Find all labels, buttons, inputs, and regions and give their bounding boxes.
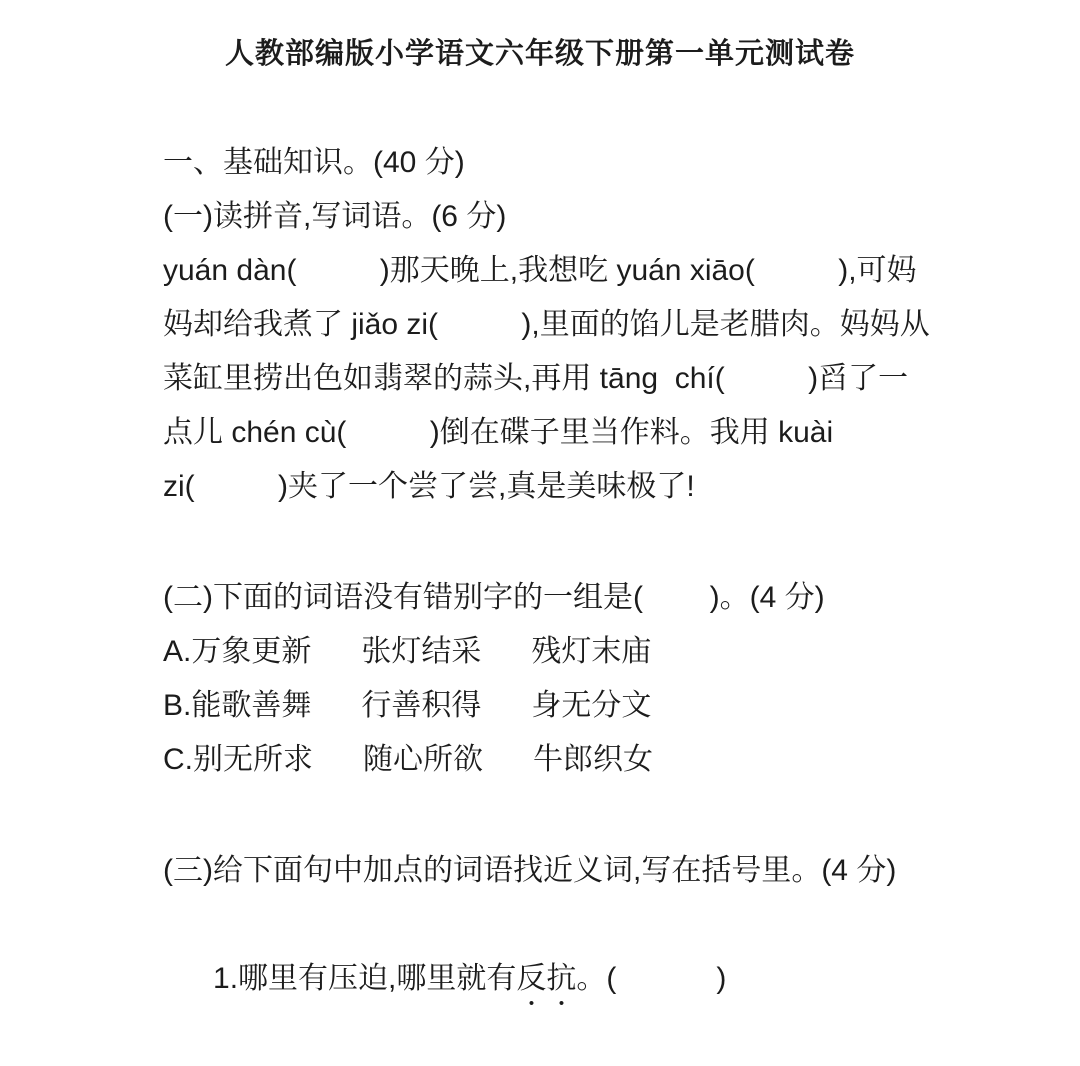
option-b-label: B. (163, 689, 192, 722)
option-c-word-3: 牛郎织女 (533, 743, 653, 776)
option-b-word-1: 能歌善舞 (191, 689, 312, 722)
pinyin-paragraph-line-5: zi( )夹了一个尝了尝,真是美味极了! (163, 470, 695, 503)
pinyin-paragraph-line-1: yuán dàn( )那天晚上,我想吃 yuán xiāo( ),可妈 (163, 254, 917, 287)
item-1-blank: 。( ) (576, 962, 727, 995)
part-three-heading: (三)给下面句中加点的词语找近义词,写在括号里。(4 分) (163, 854, 897, 887)
pinyin-paragraph-line-3: 菜缸里捞出色如翡翠的蒜头,再用 tāng chí( )舀了一 (163, 362, 909, 395)
option-row-a (163, 625, 1040, 679)
pinyin-paragraph-line-2: 妈却给我煮了 jiǎo zi( ),里面的馅儿是老腊肉。妈妈从 (163, 308, 930, 341)
paper-content (163, 136, 1040, 1066)
option-c-word-1: 别无所求 (193, 743, 313, 776)
pinyin-paragraph-line-4: 点儿 chén cù( )倒在碟子里当作料。我用 kuài (163, 416, 834, 449)
option-b-word-2: 行善积得 (361, 689, 482, 722)
option-c-first-word (163, 733, 313, 787)
option-c-label: C. (163, 743, 193, 776)
option-row-c (163, 733, 1040, 787)
part-one-heading: (一)读拼音,写词语。(6 分) (163, 200, 507, 233)
option-a-first-word (163, 625, 311, 679)
option-row-b (163, 679, 1040, 733)
part-three-item-1 (163, 898, 1040, 1066)
option-a-word-3: 残灯末庙 (531, 635, 652, 668)
option-a-word-1: 万象更新 (191, 635, 312, 668)
item-1-emphasized-word: 反抗 (516, 962, 577, 995)
part-two-heading: (二)下面的词语没有错别字的一组是( )。(4 分) (163, 581, 825, 614)
option-b-first-word (163, 679, 311, 733)
option-a-label: A. (163, 635, 192, 668)
option-a-word-2: 张灯结采 (361, 635, 482, 668)
option-b-word-3: 身无分文 (531, 689, 652, 722)
section-one-heading: 一、基础知识。(40 分) (163, 146, 465, 179)
item-1-text: 1.哪里有压迫,哪里就有 (213, 962, 517, 995)
page-title: 人教部编版小学语文六年级下册第一单元测试卷 (224, 38, 855, 70)
option-c-word-2: 随心所欲 (363, 743, 483, 776)
